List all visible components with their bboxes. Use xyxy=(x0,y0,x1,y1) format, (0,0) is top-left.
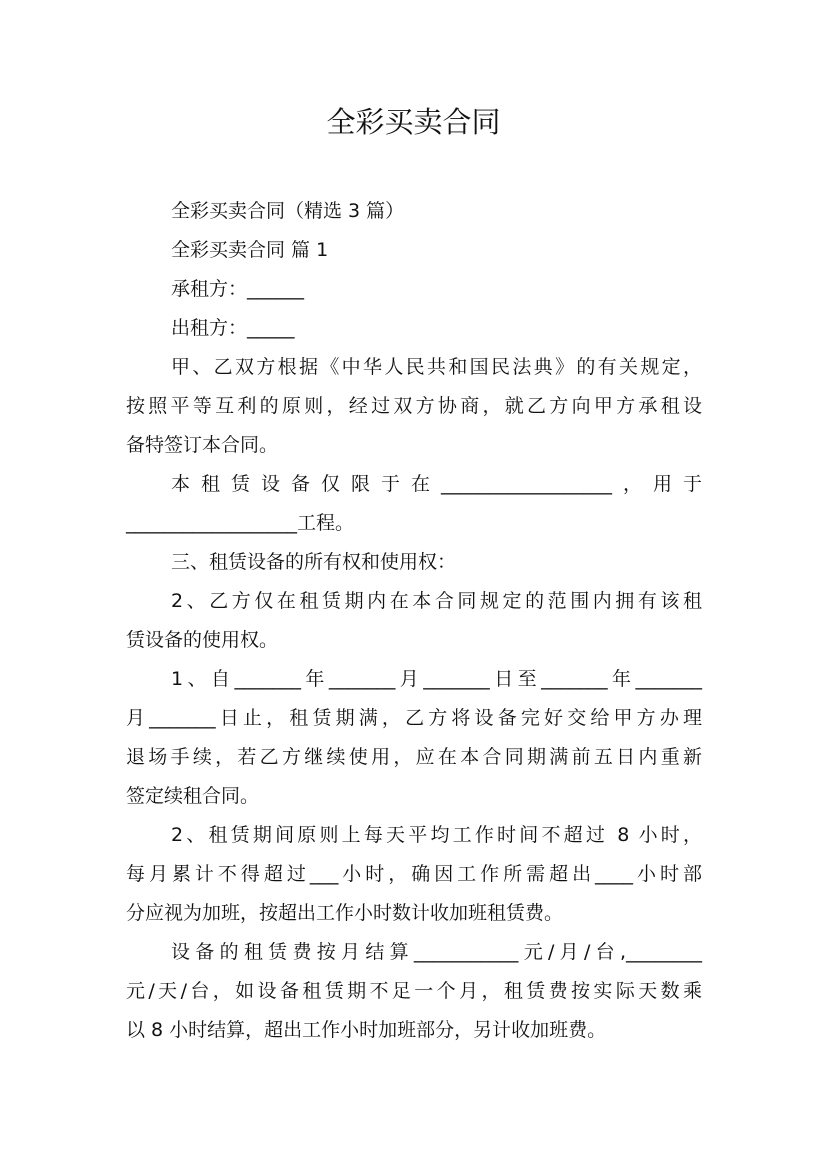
paragraph-line: 备特签订本合同。 xyxy=(126,434,279,456)
paragraph-line: 按照平等互利的原则，经过双方协商，就乙方向甲方承租设 xyxy=(126,395,702,417)
paragraph-line: 1、自_______年_______月_______日至_______年_______ xyxy=(171,668,702,690)
paragraph-line: 以 8 小时结算，超出工作小时加班部分，另计收加班费。 xyxy=(126,1019,607,1041)
lessee-line: 承租方：______ xyxy=(171,278,305,300)
paragraph-line: 元/天/台，如设备租赁期不足一个月，租赁费按实际天数乘 xyxy=(126,980,702,1002)
paragraph-line: 分应视为加班，按超出工作小时数计收加班租赁费。 xyxy=(126,902,564,924)
paragraph-line: __________________工程。 xyxy=(126,512,355,534)
lessor-line: 出租方：_____ xyxy=(171,317,295,339)
paragraph-line: 退场手续，若乙方继续使用，应在本合同期满前五日内重新 xyxy=(126,746,702,768)
document-title: 全彩买卖合同 xyxy=(326,105,501,139)
paragraph-line: 甲、乙双方根据《中华人民共和国民法典》的有关规定， xyxy=(171,356,702,378)
paragraph-line: 2、租赁期间原则上每天平均工作时间不超过 8 小时， xyxy=(171,824,702,846)
paragraph-line: 赁设备的使用权。 xyxy=(126,629,279,651)
section-heading: 全彩买卖合同 篇 1 xyxy=(171,239,329,261)
clause-heading: 三、租赁设备的所有权和使用权： xyxy=(171,551,457,573)
paragraph-line: 签定续租合同。 xyxy=(126,785,260,807)
paragraph-line: 2、乙方仅在租赁期内在本合同规定的范围内拥有该租 xyxy=(171,590,702,612)
paragraph-line: 月_______日止，租赁期满，乙方将设备完好交给甲方办理 xyxy=(126,707,702,729)
paragraph-line: 设备的租赁费按月结算___________元/月/台,________ xyxy=(171,941,702,963)
subtitle-line: 全彩买卖合同（精选 3 篇） xyxy=(171,200,405,222)
paragraph-line: 本租赁设备仅限于在__________________，用于 xyxy=(171,473,702,495)
paragraph-line: 每月累计不得超过___小时，确因工作所需超出____小时部 xyxy=(126,863,702,885)
